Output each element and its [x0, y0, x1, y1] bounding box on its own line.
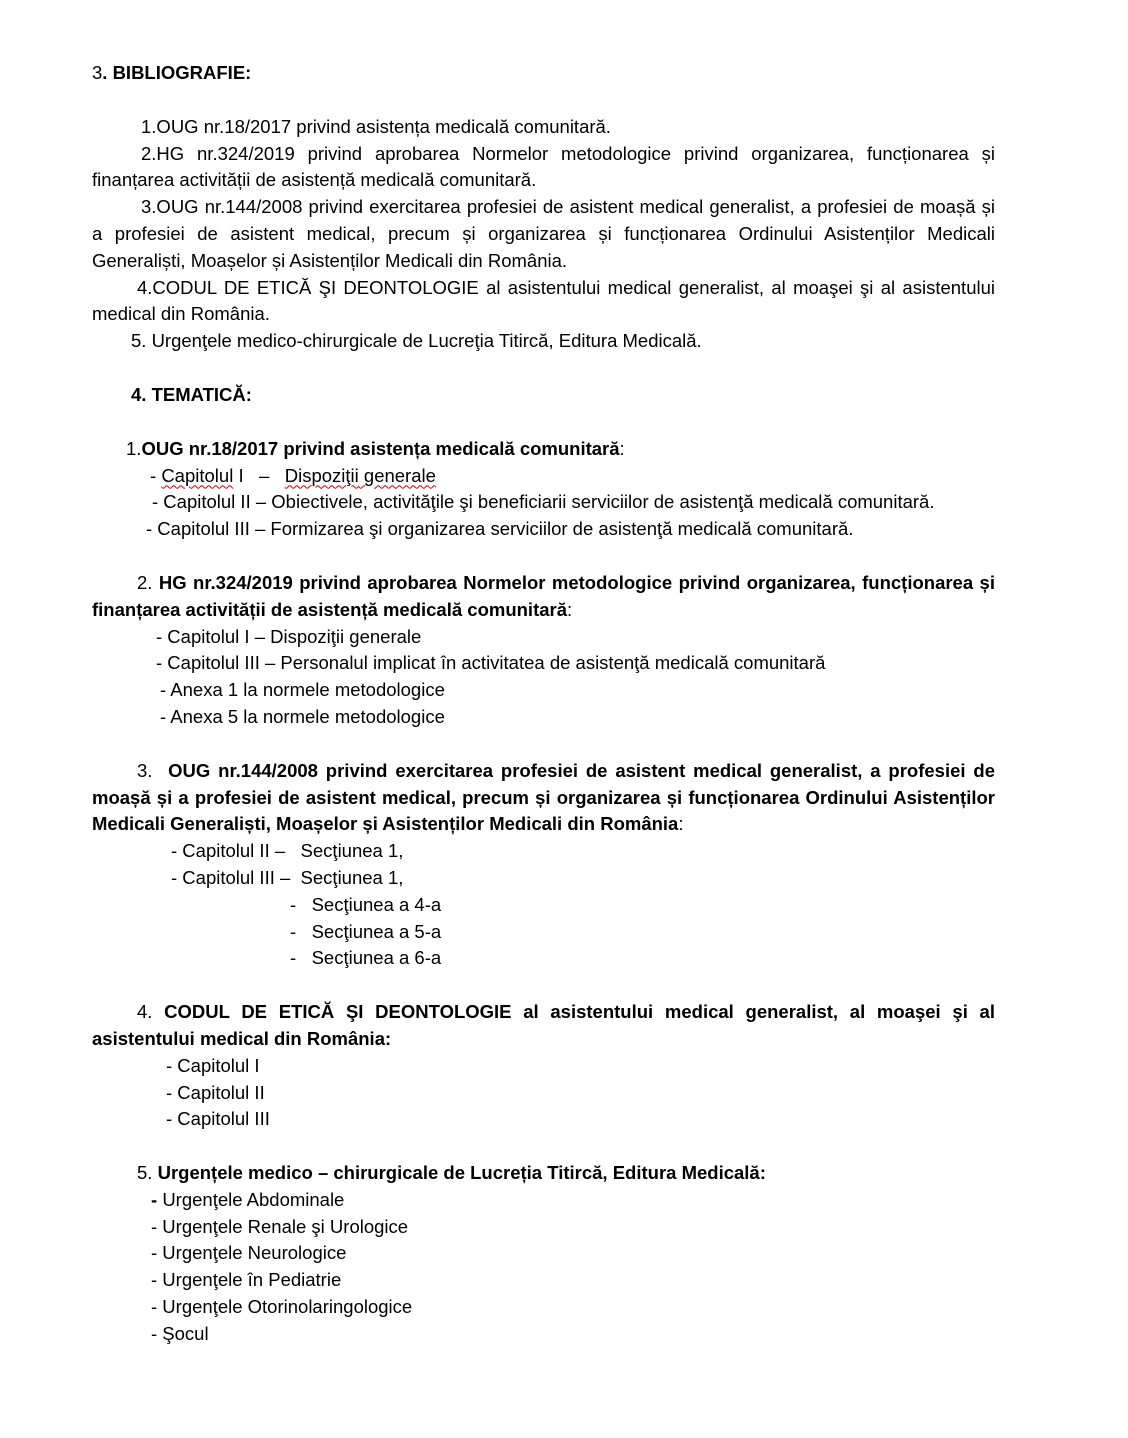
section-2-item-1: - Capitolul I – Dispoziţii generale	[156, 625, 422, 647]
section-4-item-3: - Capitolul III	[166, 1108, 270, 1130]
section-3-subitem-1: - Secţiunea a 4-a	[290, 893, 442, 915]
section-5-number: 5.	[137, 1162, 158, 1184]
section-3-colon: :	[678, 813, 684, 835]
section-5-item-1-dash: -	[151, 1188, 163, 1210]
section-1-chapter-1-title-b: generale	[358, 464, 436, 486]
section-1-number: 1.	[126, 437, 142, 459]
section-3-title-text: OUG nr.144/2008 privind exercitarea profesiei de asistent medical generalist, a profesiei de moașă și a profesiei de asistent medical, precum și organizarea și funcționarea Ordinului Asistenților Medicali Generaliști, Moașelor și Asistenților Medicali din România	[92, 759, 995, 835]
bibliography-item-1: 1.OUG nr.18/2017 privind asistența medicală comunitară.	[141, 115, 611, 137]
section-1-chapter-1-dash: -	[150, 464, 162, 486]
section-4-title-text: CODUL DE ETICĂ ŞI DEONTOLOGIE al asistentului medical generalist, al moaşei şi al asistentului medical din România:	[92, 1001, 995, 1049]
section-5-item-4: - Urgenţele în Pediatrie	[151, 1269, 342, 1291]
section-1-chapter-1-title-a: Dispoziţii	[284, 464, 359, 486]
tematica-section-4-title	[92, 999, 995, 1053]
section-1-chapter-1-word: Capitolul	[161, 464, 234, 486]
document-page	[92, 60, 995, 1348]
tematica-section-2-title	[92, 570, 995, 624]
section-3-item-2: - Capitolul III – Secţiunea 1,	[171, 866, 404, 888]
section-4-item-1: - Capitolul I	[166, 1054, 260, 1076]
section-3-subitem-3: - Secţiunea a 6-a	[290, 947, 442, 969]
section-1-chapter-3: - Capitolul III – Formizarea şi organizarea serviciilor de asistenţă medicală comunitară.	[146, 518, 854, 540]
bibliography-item-5: 5. Urgenţele medico-chirurgicale de Lucreţia Titircă, Editura Medicală.	[131, 330, 702, 352]
section-2-title-text: HG nr.324/2019 privind aprobarea Normelor metodologice privind organizarea, funcționarea și finanțarea activității de asistență medicală comunitară	[92, 571, 995, 620]
section-5-item-1-text: Urgenţele Abdominale	[162, 1188, 345, 1210]
section-1-chapter-1	[92, 463, 995, 490]
bibliography-item-4: 4.CODUL DE ETICĂ ŞI DEONTOLOGIE al asistentului medical generalist, al moaşei şi al asistentului medical din România.	[92, 276, 995, 325]
tematica-section-5-title	[92, 1160, 995, 1187]
section-5-item-5: - Urgenţele Otorinolaringologice	[151, 1296, 413, 1318]
section-1-colon: :	[619, 437, 625, 459]
section-3-number: 3.	[137, 759, 169, 781]
section-4-item-2: - Capitolul II	[166, 1081, 265, 1103]
section-1-title-text: OUG nr.18/2017 privind asistența medicală comunitară	[141, 437, 620, 459]
section-5-title-text: Urgențele medico – chirurgicale de Lucreția Titircă, Editura Medicală:	[157, 1162, 766, 1184]
section-2-item-2: - Capitolul III – Personalul implicat în activitatea de asistenţă medicală comunitară	[156, 652, 826, 674]
section-5-item-2: - Urgenţele Renale şi Urologice	[151, 1215, 409, 1237]
section-5-item-1	[92, 1187, 995, 1214]
section-5-item-6: - Şocul	[151, 1322, 209, 1344]
section-3-item-1: - Capitolul II – Secţiunea 1,	[171, 840, 404, 862]
bibliography-heading-text: . BIBLIOGRAFIE:	[102, 62, 252, 83]
tematica-section-3-title	[92, 758, 995, 838]
bibliography-heading-number: 3	[92, 62, 103, 83]
section-2-item-3: - Anexa 1 la normele metodologice	[160, 679, 445, 701]
bibliography-heading	[92, 60, 995, 87]
tematica-heading: 4. TEMATICĂ:	[131, 383, 252, 405]
tematica-section-1-title	[92, 436, 995, 463]
section-1-chapter-1-number: I –	[233, 464, 285, 486]
bibliography-item-2: 2.HG nr.324/2019 privind aprobarea Normelor metodologice privind organizarea, funcționarea și finanțarea activității de asistență medicală comunitară.	[92, 142, 995, 191]
section-4-number: 4.	[137, 1001, 165, 1023]
section-1-chapter-2: - Capitolul II – Obiectivele, activităţile şi beneficiarii serviciilor de asistenţă medicală comunitară.	[152, 491, 935, 513]
section-5-item-3: - Urgenţele Neurologice	[151, 1242, 347, 1264]
bibliography-item-3: 3.OUG nr.144/2008 privind exercitarea profesiei de asistent medical generalist, a profesiei de moașă și a profesiei de asistent medical, precum și organizarea și funcționarea Ordinului Asistenților Medicali Generaliști, Moașelor și Asistenților Medicali din România.	[92, 196, 995, 271]
section-2-item-4: - Anexa 5 la normele metodologice	[160, 705, 445, 727]
section-3-subitem-2: - Secţiunea a 5-a	[290, 920, 442, 942]
section-2-colon: :	[567, 598, 573, 620]
section-2-number: 2.	[137, 571, 159, 593]
